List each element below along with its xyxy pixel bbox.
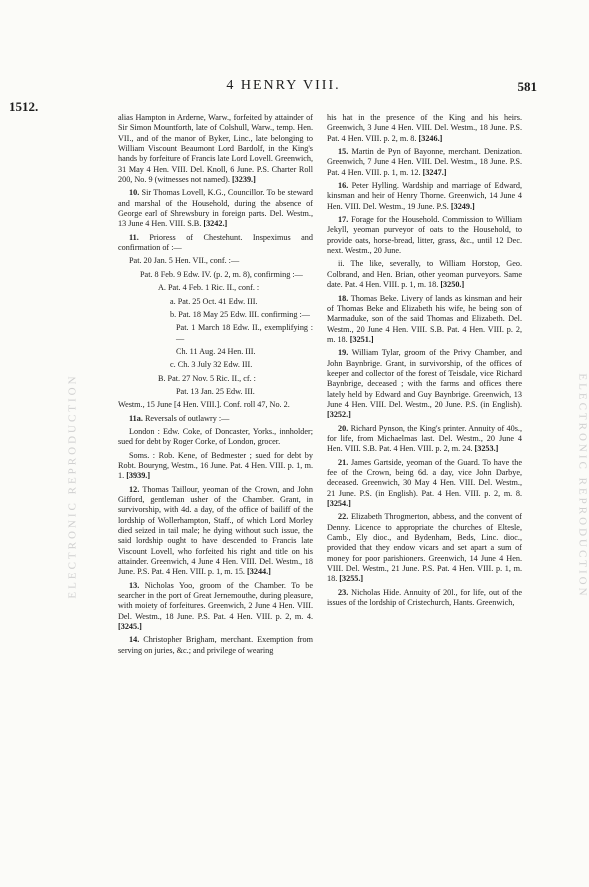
entry-17-ii: ii. The like, severally, to William Horstop, Geo. Colbrand, and Hen. Brian, other yeoman purveyors. Same date. Pat. 4 Hen. VIII. p. 1, m. 18. [3250.] [327,259,522,290]
entry-13: 13. Nicholas Yoo, groom of the Chamber. To be searcher in the port of Great Jernemouthe, during pleasure, with moiety of forfeitures. Greenwich, 2 June 4 Hen. VIII. Del. Westm., 18 June. P.S. Pat. 4 Hen. VIII. p. 2, m. 4. [3245.] [118,580,313,632]
entry-18: 18. Thomas Beke. Livery of lands as kinsman and heir of Thomas Beke and Elizabeth his wife, he being son of Marmaduke, son of the said Thomas and Elizabeth. Del. Westm., 20 June 4 Hen. VIII. S.B. Pat. 4 Hen. VIII. p. 2, m. 18. [3251.] [327,293,522,344]
entry-continuation: his hat in the presence of the King and his heirs. Greenwich, 3 June 4 Hen. VIII. Del. Westm., 18 June. P.S. Pat. 4 Hen. VIII. p. 2, m. 8. [3246.] [327,113,522,143]
entry-11a-line: London : Edw. Coke, of Doncaster, Yorks., innholder; sued for debt by Roger Corke, of London, grocer. [118,426,313,447]
watermark-left: ELECTRONIC REPRODUCTION [66,373,79,599]
entry-11-line: A. Pat. 4 Feb. 1 Ric. II., conf. : [158,283,260,293]
entry-10: 10. Sir Thomas Lovell, K.G., Councillor. To be steward and marshal of the Household, during the absence of George earl of Shrewsbury in foreign parts. Del. Westm., 13 June 4 Hen. VIII. S.B. [3242.] [118,188,314,229]
entry-21: 21. James Gartside, yeoman of the Guard. To have the fee of the Crown, being 6d. a day, vice John Darbye, deceased. Greenwich, 30 May 4 Hen. VIII. Del. Westm., 21 June. P.S. (in English). Pat. 4 Hen. VIII. p. 2, m. 8. [3254.] [327,457,522,509]
entry-23: 23. Nicholas Hide. Annuity of 20l., for life, out of the issues of the lordship of Cristechurch, Hants. Greenwich, [327,587,522,608]
entry-19: 19. William Tylar, groom of the Privy Chamber, and John Baynbrige. Grant, in survivorship, of the offices of keeper and collector of the forest of Teisdale, vice Richard Baynbrige, deceased ; with the farms and offices there lately held by Edward and Guy Baynbrige. Greenwich, 13 June 4 Hen. VIII. Del. Westm., 20 June. P.S. (in English). [3252.] [327,348,522,420]
page-title: 4 HENRY VIII. [226,78,341,93]
entry-11-line: Westm., 15 June [4 Hen. VIII.]. Conf. roll 47, No. 2. [118,400,290,410]
right-column [327,113,522,611]
entry-22: 22. Elizabeth Throgmerton, abbess, and the convent of Denny. Licence to appropriate the churches of Eltesle, Camb., Ely dioc., and Bydenham, Beds, Linc. dioc., provided that they endow vicars and set apart a sum of money for poor parishioners. Greenwich, 14 June 4 Hen. VIII. Del. Westm., 21 June. P.S. Pat. 4 Hen. VIII. p. 1, m. 18. [3255.] [327,512,523,584]
entry-11-line: Pat. 13 Jan. 25 Edw. III. [176,386,255,396]
page-year: 1512. [9,99,39,114]
entry-16: 16. Peter Hylling. Wardship and marriage of Edward, kinsman and heir of Henry Thorne. Greenwich, 14 June 4 Hen. VIII. Del. Westm., 19 June. P.S. [3249.] [327,181,523,211]
entry-20: 20. Richard Pynson, the King's printer. Annuity of 40s., for life, from Michaelmas last. Del. Westm., 20 June 4 Hen. VIII. S.B. Pat. 4 Hen. VIII. p. 2, m. 24. [3253.] [327,423,523,454]
entry-11a-line: Soms. : Rob. Kene, of Bedmester ; sued for debt by Robt. Bouryng, Westm., 16 June. Pat. 4 Hen. VIII. p. 1, m. 1. [3939.] [118,450,313,481]
entry-continuation: alias Hampton in Arderne, Warw., forfeited by attainder of Sir Simon Mountforth, late of Colshull, Warw., temp. Hen. VII., and of the manor of Byker, Linc., late belonging to William Viscount Beaumont Lord Bardolf, in the King's hands by forfeiture of Francis late Lord Lovell. Greenwich, 31 May 4 Hen. VIII. Del. Knoll, 6 June. P.S. Charter Roll 200, No. 9 (witnesses not named). [3239.] [118,113,313,185]
entry-11-line: Ch. 11 Aug. 24 Hen. III. [176,346,256,356]
entry-11-line: Pat. 8 Feb. 9 Edw. IV. (p. 2, m. 8), confirming :— [140,269,303,279]
entry-12: 12. Thomas Taillour, yeoman of the Crown, and John Gifford, gentleman usher of the Chamber. Grant, in survivorship, with 4d. a day, of the office of bailiff of the lordship of Wollerhampton, Staff., of which Lord Morley died seized in tail male; he dying without such issue, the said lordship ought to have descended to Francis late Viscount Lovell, who forfeited his right and title on his attainder. Greenwich, 4 June 4 Hen. VIII. Del. Westm., 18 June. P.S. Pat. 4 Hen. VIII. p. 1, m. 15. [3244.] [118,484,313,577]
entry-17: 17. Forage for the Household. Commission to William Jekyll, yeoman purveyor of oats to the Household, to provide oats, horse-bread, litter, grass, &c., until 12 Dec. next. Westm., 20 June. [327,215,523,256]
entry-11-line: c. Ch. 3 July 32 Edw. III. [170,360,253,370]
entry-15: 15. Martin de Pyn of Bayonne, merchant. Denization. Greenwich, 7 June 4 Hen. VIII. Del. Westm., 18 June. P.S. Pat. 4 Hen. VIII. p. 1, m. 12. [3247.] [327,147,523,177]
entry-14: 14. Christopher Brigham, merchant. Exemption from serving on juries, &c.; and privilege of wearing [118,635,313,655]
page-number: 581 [517,79,537,94]
left-column [118,113,313,659]
entry-11-line: a. Pat. 25 Oct. 41 Edw. III. [170,296,258,306]
entry-11-line: Pat. 20 Jan. 5 Hen. VII., conf. :— [129,256,240,266]
entry-11-line: b. Pat. 18 May 25 Edw. III. confirming :— [170,309,310,319]
watermark-right: ELECTRONIC REPRODUCTION [576,373,589,599]
entry-11a: 11a. Reversals of outlawry :— [129,413,230,423]
entry-11-line: B. Pat. 27 Nov. 5 Ric. II., cf. : [158,373,256,383]
entry-11: 11. Prioress of Chestehunt. Inspeximus and confirmation of :— [118,232,313,253]
entry-11-line: Pat. 1 March 18 Edw. II., exemplifying :— [176,323,313,343]
